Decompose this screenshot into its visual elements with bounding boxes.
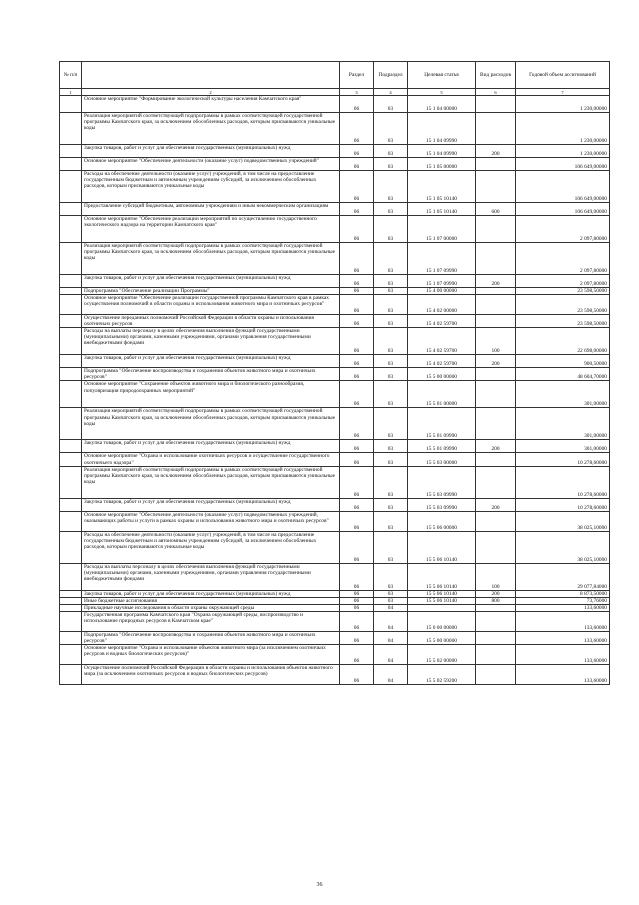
row-section-cell: 06 [340, 381, 374, 408]
row-expense-cell [476, 381, 516, 408]
row-subsection-cell: 03 [374, 203, 408, 216]
table-row [60, 203, 610, 216]
row-section-cell: 06 [340, 645, 374, 665]
row-target-cell: 15 0 00 00000 [408, 611, 476, 631]
row-expense-cell: 200 [476, 145, 516, 158]
row-section-cell: 06 [340, 216, 374, 243]
row-section-cell: 06 [340, 295, 374, 315]
row-section-cell: 06 [340, 203, 374, 216]
row-expense-cell [476, 604, 516, 611]
row-number-cell [60, 645, 82, 665]
row-expense-cell: 800 [476, 597, 516, 604]
row-name-cell: Основное мероприятие "Формирование экологической культуры населения Камчатского края" [82, 96, 340, 113]
row-name-cell: Расходы на выплаты персоналу в целях обеспечения выполнения функций государственными (муниципальными) органами, казенными учреждениями, органами управления государственными внебюджетными фондами [82, 328, 340, 355]
row-expense-cell [476, 288, 516, 295]
row-number-cell [60, 563, 82, 590]
row-number-cell [60, 590, 82, 597]
row-name-cell: Основное мероприятие "Сохранение объектов животного мира и биологического разнообразия, популяризация природоохранных мероприятий" [82, 381, 340, 408]
row-section-cell: 06 [340, 408, 374, 440]
row-subsection-cell: 04 [374, 604, 408, 611]
row-expense-cell [476, 645, 516, 665]
row-target-cell: 15 5 02 59200 [408, 665, 476, 685]
table-row [60, 563, 610, 590]
row-number-cell [60, 96, 82, 113]
row-subsection-cell: 03 [374, 381, 408, 408]
row-expense-cell [476, 631, 516, 644]
table-row [60, 631, 610, 644]
row-number-cell [60, 498, 82, 511]
row-target-cell: 15 1 04 00000 [408, 96, 476, 113]
row-sum-cell: 2 097,80000 [516, 216, 610, 243]
row-name-cell: Реализация мероприятий соответствующей подпрограммы в рамках соответствующей государственной программы Камчатского края, за исключением обособленных расходов, которым присваиваются уникальные коды [82, 466, 340, 498]
row-number-cell [60, 171, 82, 203]
row-number-cell [60, 145, 82, 158]
row-section-cell: 06 [340, 315, 374, 328]
header-num: № п/п [60, 62, 82, 89]
row-sum-cell: 900,50000 [516, 355, 610, 368]
row-name-cell: Подпрограмма "Обеспечение воспроизводства и сохранения объектов животного мира и охотничьих ресурсов" [82, 631, 340, 644]
row-target-cell: 15 1 05 10140 [408, 203, 476, 216]
row-subsection-cell: 03 [374, 96, 408, 113]
row-sum-cell: 1 230,00000 [516, 96, 610, 113]
row-name-cell: Подпрограмма "Обеспечение реализации Программы" [82, 288, 340, 295]
row-name-cell: Расходы на обеспечение деятельности (оказание услуг) учреждений, в том числе на предоставление государственным бюджетным и автономным учреждениям субсидий, за исключением обособленных расходов, которым присваиваются уникальные коды [82, 531, 340, 563]
row-section-cell: 06 [340, 611, 374, 631]
row-number-cell [60, 381, 82, 408]
row-sum-cell: 10 278,60000 [516, 453, 610, 466]
table-row [60, 498, 610, 511]
table-row [60, 328, 610, 355]
row-sum-cell: 1 230,00000 [516, 145, 610, 158]
row-name-cell: Предоставление субсидий бюджетным, автономным учреждениям и иным некоммерческим организациям [82, 203, 340, 216]
row-number-cell [60, 216, 82, 243]
column-number: 7 [516, 89, 610, 96]
row-subsection-cell: 03 [374, 453, 408, 466]
table-row [60, 315, 610, 328]
budget-table [59, 61, 610, 685]
row-section-cell: 06 [340, 288, 374, 295]
row-number-cell [60, 531, 82, 563]
column-number: 3 [340, 89, 374, 96]
row-sum-cell: 38 025,10000 [516, 511, 610, 531]
table-row [60, 216, 610, 243]
row-expense-cell [476, 408, 516, 440]
row-number-cell [60, 288, 82, 295]
row-section-cell: 06 [340, 453, 374, 466]
row-subsection-cell: 03 [374, 243, 408, 275]
row-expense-cell: 600 [476, 203, 516, 216]
row-subsection-cell: 04 [374, 665, 408, 685]
column-number: 5 [408, 89, 476, 96]
row-subsection-cell: 03 [374, 531, 408, 563]
row-number-cell [60, 203, 82, 216]
row-target-cell: 15 5 06 10140 [408, 590, 476, 597]
table-row [60, 368, 610, 381]
row-expense-cell [476, 466, 516, 498]
row-number-cell [60, 243, 82, 275]
row-expense-cell [476, 295, 516, 315]
row-target-cell: 15 5 03 09990 [408, 498, 476, 511]
column-number: 6 [476, 89, 516, 96]
row-target-cell: 15 1 05 00000 [408, 158, 476, 171]
row-name-cell: Основное мероприятие "Обеспечение деятельности (оказание услуг) подведомственных учреждений, оказывающих работы и услуги в рамках охраны и использования животного мира и охотничьих ресурсов" [82, 511, 340, 531]
row-section-cell: 06 [340, 597, 374, 604]
row-sum-cell: 1 230,00000 [516, 113, 610, 145]
row-target-cell: 15 1 04 09990 [408, 113, 476, 145]
row-sum-cell: 8 873,50000 [516, 590, 610, 597]
header-row [60, 62, 610, 89]
table-row [60, 531, 610, 563]
row-target-cell: 15 4 00 00000 [408, 288, 476, 295]
table-row [60, 145, 610, 158]
row-target-cell: 15 5 06 00000 [408, 511, 476, 531]
row-name-cell: Закупка товаров, работ и услуг для обеспечения государственных (муниципальных) нужд [82, 590, 340, 597]
table-row [60, 453, 610, 466]
table-row [60, 171, 610, 203]
table-row [60, 611, 610, 631]
row-expense-cell [476, 158, 516, 171]
row-name-cell: Основное мероприятие "Охрана и использование объектов животного мира (за исключением охотничьих ресурсов и водных биологических ресурсов)" [82, 645, 340, 665]
row-target-cell: 15 5 06 10140 [408, 597, 476, 604]
header-expense: Вид расходов [476, 62, 516, 89]
header-target: Целевая статья [408, 62, 476, 89]
row-sum-cell: 106 649,00000 [516, 203, 610, 216]
column-number-row [60, 89, 610, 96]
row-name-cell: Осуществление полномочий Российской Федерации в области охраны и использования объектов животного мира (за исключением охотничьих ресурсов и водных биологических ресурсов) [82, 665, 340, 685]
row-number-cell [60, 631, 82, 644]
table-row [60, 243, 610, 275]
row-section-cell: 06 [340, 113, 374, 145]
row-target-cell: 15 5 03 00000 [408, 453, 476, 466]
row-number-cell [60, 611, 82, 631]
row-expense-cell [476, 113, 516, 145]
row-target-cell [408, 604, 476, 611]
row-number-cell [60, 355, 82, 368]
row-section-cell: 06 [340, 243, 374, 275]
row-name-cell: Закупка товаров, работ и услуг для обеспечения государственных (муниципальных) нужд [82, 355, 340, 368]
row-sum-cell: 133,60000 [516, 611, 610, 631]
column-number: 1 [60, 89, 82, 96]
row-name-cell: Расходы на обеспечение деятельности (оказание услуг) учреждений, в том числе на предоставление государственным бюджетным и автономным учреждениям субсидий, за исключением обособленных расходов, которым присваиваются уникальные коды [82, 171, 340, 203]
row-section-cell: 06 [340, 604, 374, 611]
row-section-cell: 06 [340, 466, 374, 498]
table-row [60, 645, 610, 665]
row-expense-cell: 200 [476, 440, 516, 453]
table-row [60, 590, 610, 597]
row-target-cell: 15 5 01 09990 [408, 440, 476, 453]
row-sum-cell: 2 097,80000 [516, 275, 610, 288]
row-number-cell [60, 511, 82, 531]
row-name-cell: Закупка товаров, работ и услуг для обеспечения государственных (муниципальных) нужд [82, 440, 340, 453]
table-row [60, 295, 610, 315]
row-expense-cell: 200 [476, 275, 516, 288]
row-sum-cell: 23 598,50000 [516, 295, 610, 315]
row-target-cell: 15 1 07 09990 [408, 243, 476, 275]
row-sum-cell: 133,60000 [516, 665, 610, 685]
header-sum: Годовой объем ассигнований [516, 62, 610, 89]
row-name-cell: Подпрограмма "Обеспечение воспроизводства и сохранения объектов животного мира и охотничьих ресурсов" [82, 368, 340, 381]
row-name-cell: Прикладные научные исследования в области охраны окружающей среды [82, 604, 340, 611]
row-expense-cell: 100 [476, 563, 516, 590]
row-number-cell [60, 328, 82, 355]
row-expense-cell [476, 665, 516, 685]
row-target-cell: 15 5 00 00000 [408, 368, 476, 381]
row-section-cell: 06 [340, 665, 374, 685]
row-subsection-cell: 03 [374, 158, 408, 171]
row-name-cell: Осуществление переданных полномочий Российской Федерации в области охраны и использования охотничьих ресурсов [82, 315, 340, 328]
row-sum-cell: 29 077,84000 [516, 563, 610, 590]
row-sum-cell: 23 598,50000 [516, 288, 610, 295]
table-row [60, 381, 610, 408]
row-sum-cell: 48 604,70000 [516, 368, 610, 381]
row-expense-cell [476, 453, 516, 466]
table-row [60, 511, 610, 531]
row-number-cell [60, 440, 82, 453]
header-name [82, 62, 340, 89]
row-expense-cell [476, 511, 516, 531]
row-number-cell [60, 408, 82, 440]
row-number-cell [60, 158, 82, 171]
table-row [60, 113, 610, 145]
row-expense-cell [476, 531, 516, 563]
row-subsection-cell: 03 [374, 498, 408, 511]
row-section-cell: 06 [340, 511, 374, 531]
row-sum-cell: 133,60000 [516, 645, 610, 665]
row-target-cell: 15 5 06 10140 [408, 563, 476, 590]
table-row [60, 288, 610, 295]
row-section-cell: 06 [340, 440, 374, 453]
row-name-cell: Основное мероприятие "Обеспечение реализации мероприятий по осуществлению государственного экологического надзора на территории Камчатского края" [82, 216, 340, 243]
row-expense-cell: 200 [476, 355, 516, 368]
row-target-cell: 15 4 02 59700 [408, 328, 476, 355]
row-name-cell: Основное мероприятие "Обеспечение реализации государственной программы Камчатского края в рамках осуществления полномочий в области охраны и использования животного мира и охотничьих ресурсов" [82, 295, 340, 315]
row-section-cell: 06 [340, 355, 374, 368]
column-number: 2 [82, 89, 340, 96]
row-expense-cell [476, 96, 516, 113]
row-subsection-cell: 03 [374, 295, 408, 315]
row-expense-cell [476, 368, 516, 381]
row-subsection-cell: 03 [374, 408, 408, 440]
row-sum-cell: 133,60000 [516, 631, 610, 644]
row-subsection-cell: 03 [374, 275, 408, 288]
row-subsection-cell: 03 [374, 590, 408, 597]
row-subsection-cell: 03 [374, 288, 408, 295]
row-section-cell: 06 [340, 631, 374, 644]
row-section-cell: 06 [340, 96, 374, 113]
row-expense-cell: 200 [476, 498, 516, 511]
row-number-cell [60, 665, 82, 685]
row-name-cell: Реализация мероприятий соответствующей подпрограммы в рамках соответствующей государственной программы Камчатского края, за исключением обособленных расходов, которым присваиваются уникальные коды [82, 113, 340, 145]
row-expense-cell [476, 171, 516, 203]
row-name-cell: Иные бюджетные ассигнования [82, 597, 340, 604]
row-subsection-cell: 03 [374, 145, 408, 158]
header-section: Раздел [340, 62, 374, 89]
row-target-cell: 15 5 01 00000 [408, 381, 476, 408]
row-number-cell [60, 466, 82, 498]
row-name-cell: Закупка товаров, работ и услуг для обеспечения государственных (муниципальных) нужд [82, 145, 340, 158]
row-sum-cell: 22 698,00000 [516, 328, 610, 355]
table-row [60, 597, 610, 604]
row-target-cell: 15 1 07 00000 [408, 216, 476, 243]
row-target-cell: 15 5 02 00000 [408, 645, 476, 665]
row-number-cell [60, 604, 82, 611]
row-name-cell: Реализация мероприятий соответствующей подпрограммы в рамках соответствующей государственной программы Камчатского края, за исключением обособленных расходов, которым присваиваются уникальные коды [82, 408, 340, 440]
row-number-cell [60, 113, 82, 145]
row-sum-cell: 10 278,60000 [516, 498, 610, 511]
row-section-cell: 06 [340, 275, 374, 288]
table-row [60, 355, 610, 368]
row-subsection-cell: 04 [374, 631, 408, 644]
row-target-cell: 15 1 05 10140 [408, 171, 476, 203]
row-name-cell: Расходы на выплаты персоналу в целях обеспечения выполнения функций государственными (муниципальными) органами, казенными учреждениями, органами управления государственными внебюджетными фондами [82, 563, 340, 590]
row-sum-cell: 301,00000 [516, 440, 610, 453]
row-sum-cell: 106 649,00000 [516, 158, 610, 171]
row-sum-cell: 133,60000 [516, 604, 610, 611]
row-section-cell: 06 [340, 368, 374, 381]
row-number-cell [60, 295, 82, 315]
table-row [60, 466, 610, 498]
row-sum-cell: 23 598,50000 [516, 315, 610, 328]
row-section-cell: 06 [340, 171, 374, 203]
row-subsection-cell: 03 [374, 328, 408, 355]
row-section-cell: 06 [340, 145, 374, 158]
row-name-cell: Государственная программа Камчатского края "Охрана окружающей среды, воспроизводство и использование природных ресурсов в Камчатском крае" [82, 611, 340, 631]
table-row [60, 665, 610, 685]
row-target-cell: 15 4 02 00000 [408, 295, 476, 315]
row-expense-cell [476, 315, 516, 328]
row-expense-cell: 200 [476, 590, 516, 597]
row-sum-cell: 2 097,80000 [516, 243, 610, 275]
row-subsection-cell: 03 [374, 171, 408, 203]
row-section-cell: 06 [340, 531, 374, 563]
row-target-cell: 15 5 00 00000 [408, 631, 476, 644]
row-expense-cell [476, 243, 516, 275]
row-sum-cell: 73,76000 [516, 597, 610, 604]
row-target-cell: 15 5 03 09990 [408, 466, 476, 498]
row-sum-cell: 38 025,10000 [516, 531, 610, 563]
row-section-cell: 06 [340, 158, 374, 171]
row-name-cell: Основное мероприятие "Обеспечение деятельности (оказание услуг) подведомственных учреждений" [82, 158, 340, 171]
row-sum-cell: 106 649,00000 [516, 171, 610, 203]
row-target-cell: 15 1 07 09990 [408, 275, 476, 288]
row-subsection-cell: 03 [374, 368, 408, 381]
row-subsection-cell: 03 [374, 355, 408, 368]
row-section-cell: 06 [340, 328, 374, 355]
table-row [60, 96, 610, 113]
row-section-cell: 06 [340, 498, 374, 511]
row-name-cell: Реализация мероприятий соответствующей подпрограммы в рамках соответствующей государственной программы Камчатского края, за исключением обособленных расходов, которым присваиваются уникальные коды [82, 243, 340, 275]
row-sum-cell: 301,00000 [516, 408, 610, 440]
table-row [60, 408, 610, 440]
row-number-cell [60, 368, 82, 381]
page-number: 36 [316, 882, 323, 888]
row-expense-cell [476, 216, 516, 243]
row-subsection-cell: 04 [374, 611, 408, 631]
row-sum-cell: 301,00000 [516, 381, 610, 408]
table-body [60, 96, 610, 685]
column-number: 4 [374, 89, 408, 96]
row-sum-cell: 10 278,60000 [516, 466, 610, 498]
row-name-cell: Закупка товаров, работ и услуг для обеспечения государственных (муниципальных) нужд [82, 275, 340, 288]
row-subsection-cell: 03 [374, 440, 408, 453]
row-name-cell: Закупка товаров, работ и услуг для обеспечения государственных (муниципальных) нужд [82, 498, 340, 511]
row-target-cell: 15 4 02 59700 [408, 315, 476, 328]
row-section-cell: 06 [340, 590, 374, 597]
row-name-cell: Основное мероприятие "Охрана и использование охотничьих ресурсов и осуществление государственного охотничьего надзора" [82, 453, 340, 466]
row-target-cell: 15 4 02 59700 [408, 355, 476, 368]
row-expense-cell: 100 [476, 328, 516, 355]
row-subsection-cell: 03 [374, 113, 408, 145]
row-target-cell: 15 5 06 10140 [408, 531, 476, 563]
header-subsection: Подраздел [374, 62, 408, 89]
row-number-cell [60, 597, 82, 604]
row-expense-cell [476, 611, 516, 631]
row-section-cell: 06 [340, 563, 374, 590]
row-subsection-cell: 03 [374, 315, 408, 328]
row-number-cell [60, 275, 82, 288]
row-target-cell: 15 1 04 09990 [408, 145, 476, 158]
table-row [60, 158, 610, 171]
table-row [60, 440, 610, 453]
row-subsection-cell: 04 [374, 645, 408, 665]
row-subsection-cell: 03 [374, 511, 408, 531]
table-row [60, 604, 610, 611]
row-subsection-cell: 03 [374, 466, 408, 498]
row-number-cell [60, 453, 82, 466]
row-subsection-cell: 03 [374, 563, 408, 590]
row-subsection-cell: 03 [374, 216, 408, 243]
row-subsection-cell: 03 [374, 597, 408, 604]
table-row [60, 275, 610, 288]
row-target-cell: 15 5 01 09990 [408, 408, 476, 440]
row-number-cell [60, 315, 82, 328]
